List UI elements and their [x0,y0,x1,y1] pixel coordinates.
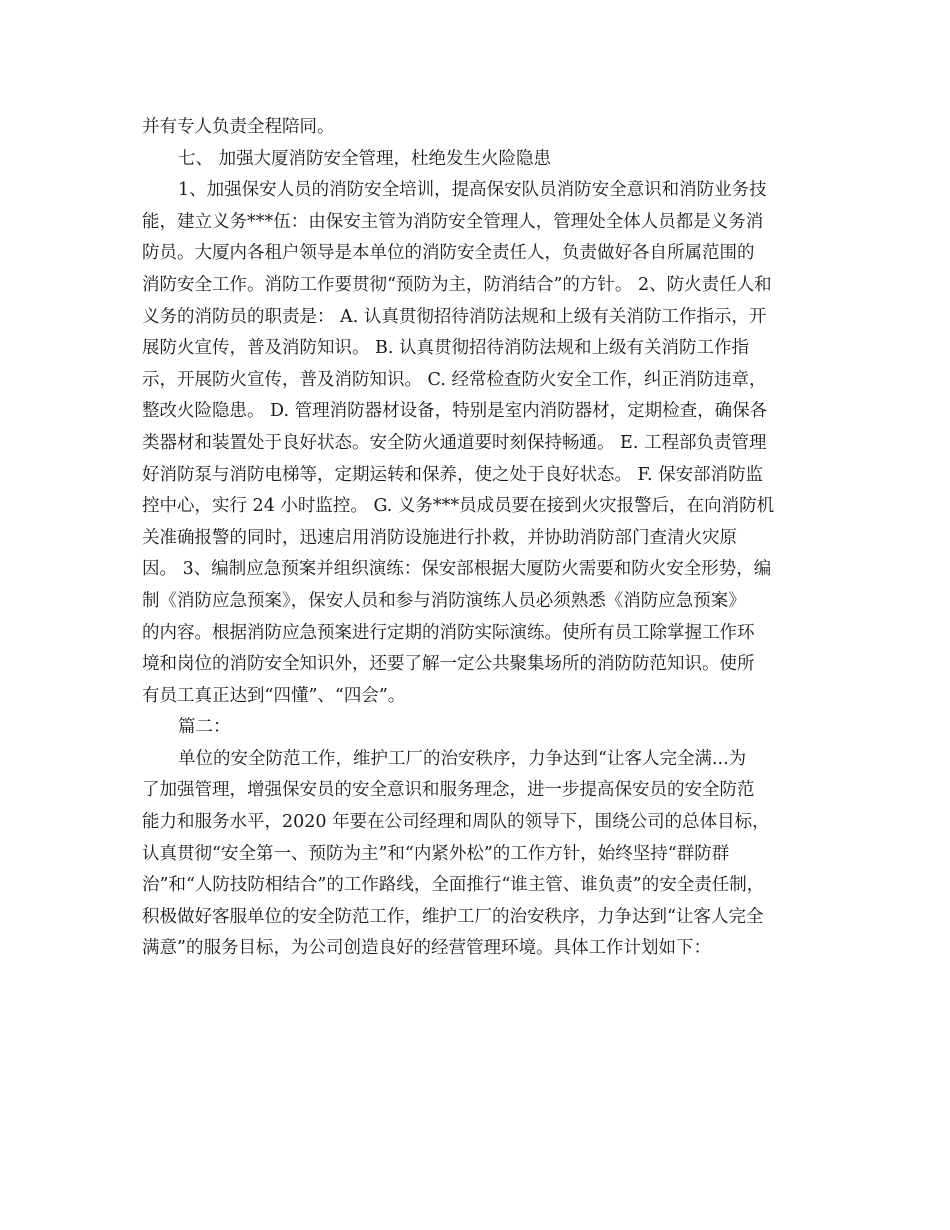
text-line: 消防安全工作。消防工作要贯彻“预防为主，防消结合”的方针。 2、防火责任人和 [142,274,772,295]
text-line: 篇二： [178,717,231,738]
text-line: 积极做好客服单位的安全防范工作，维护工厂的治安秩序，力争达到“让客人完全 [142,906,764,927]
text-line: 好消防泵与消防电梯等，定期运转和保养，使之处于良好状态。 F. 保安部消防监 [142,464,764,485]
text-line: 能，建立义务***伍：由保安主管为消防安全管理人，管理处全体人员都是义务消 [142,211,764,232]
text-line: 展防火宣传，普及消防知识。 B. 认真贯彻招待消防法规和上级有关消防工作指 [142,338,750,359]
text-line: 治”和“人防技防相结合”的工作路线，全面推行“谁主管、谁负责”的安全责任制， [142,875,765,896]
text-line: 了加强管理，增强保安员的安全意识和服务理念，进一步提高保安员的安全防范 [142,780,755,801]
text-line: 境和岗位的消防安全知识外，还要了解一定公共聚集场所的消防防范知识。使所 [142,654,755,675]
text-line: 1、加强保安人员的消防安全培训，提高保安队员消防安全意识和消防业务技 [178,180,767,201]
text-line: 防员。大厦内各租户领导是本单位的消防安全责任人，负责做好各自所属范围的 [142,243,755,264]
text-line: 制《消防应急预案》，保安人员和参与消防演练人员必须熟悉《消防应急预案》 [142,590,746,611]
text-line: 并有专人负责全程陪同。 [142,117,335,137]
text-line: 认真贯彻“安全第一、预防为主”和“内紧外松”的工作方针，始终坚持“群防群 [142,843,730,864]
text-line: 有员工真正达到“四懂”、“四会”。 [142,685,406,706]
text-line: 关准确报警的同时，迅速启用消防设施进行扑救，并协助消防部门查清火灾原 [142,527,737,548]
text-line: 整改火险隐患。 D. 管理消防器材设备，特别是室内消防器材，定期检查，确保各 [142,401,768,422]
text-line: 示，开展防火宣传，普及消防知识。 C. 经常检查防火安全工作，纠正消防违章， [142,369,767,390]
text-line: 因。 3、编制应急预案并组织演练：保安部根据大厦防火需要和防火安全形势，编 [142,559,772,580]
text-line: 控中心，实行 24 小时监控。 G. 义务***员成员要在接到火灾报警后，在向消防机 [142,496,775,517]
text-line: 满意”的服务目标，为公司创造良好的经营管理环境。具体工作计划如下： [142,938,711,959]
text-line: 类器材和装置处于良好状态。安全防火通道要时刻保持畅通。 E. 工程部负责管理 [142,432,767,453]
text-line: 七、 加强大厦消防安全管理，杜绝发生火险隐患 [178,148,552,169]
text-line: 义务的消防员的职责是： A. 认真贯彻招待消防法规和上级有关消防工作指示，开 [142,306,767,327]
text-line: 单位的安全防范工作，维护工厂的治安秩序，力争达到“让客人完全满...为 [178,748,747,769]
document-body [142,112,808,965]
text-line: 的内容。根据消防应急预案进行定期的消防实际演练。使所有员工除掌握工作环 [142,622,755,643]
text-line: 能力和服务水平，2020 年要在公司经理和周队的领导下，围绕公司的总体目标， [142,812,770,833]
